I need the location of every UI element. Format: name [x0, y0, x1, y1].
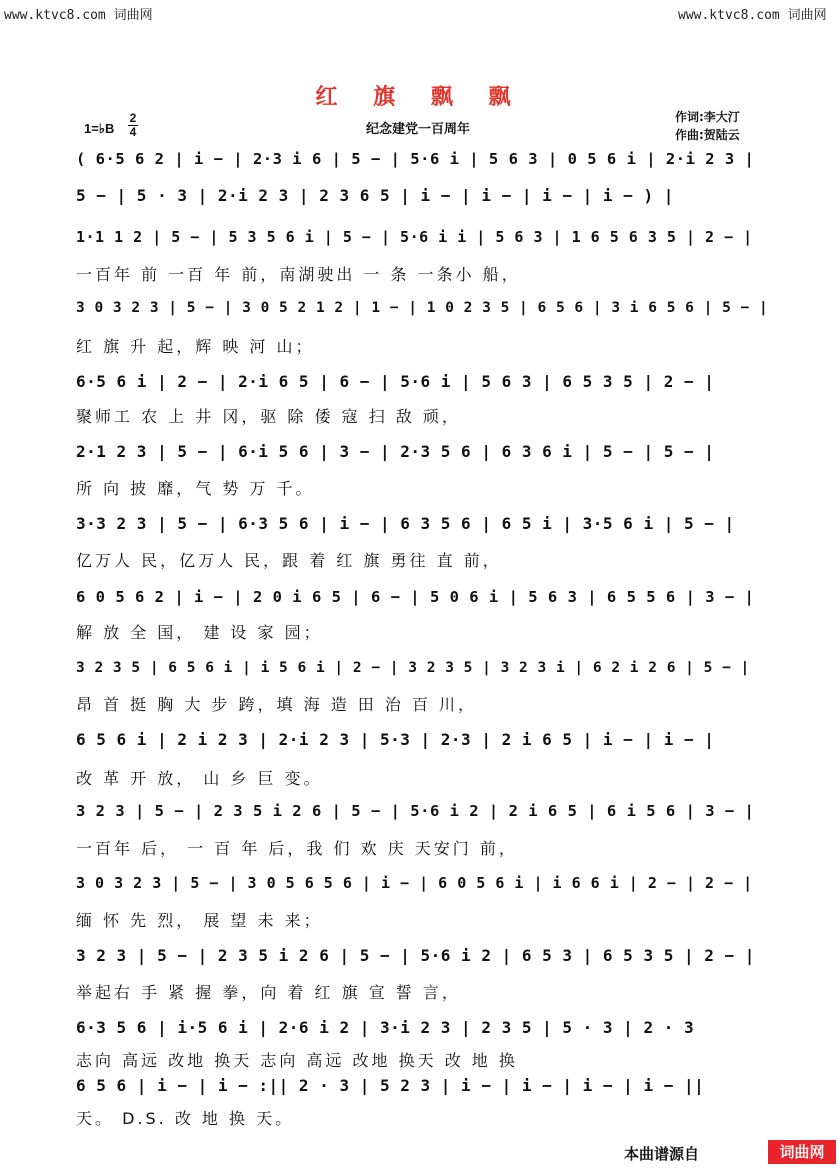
- notation-row: 3 0 3 2 3 | 5 − | 3 0 5 2 1 2 | 1 − | 1 0 2 3 5 | 6 5 6 | 3 i 6 5 6 | 5 − |: [76, 300, 769, 316]
- lyric-row: 聚师工 农 上 井 冈，驱 除 倭 寇 扫 敌 顽，: [76, 407, 461, 426]
- subtitle: 纪念建党一百周年: [366, 122, 471, 137]
- lyric-row: 天。 D.S. 改 地 换 天。: [76, 1109, 295, 1128]
- key-signature: 1=♭B: [84, 121, 115, 136]
- notation-row: 1·1 1 2 | 5 − | 5 3 5 6 i | 5 − | 5·6 i i | 5 6 3 | 1 6 5 6 3 5 | 2 − |: [76, 228, 753, 246]
- lyric-row: 缅 怀 先 烈， 展 望 未 来；: [76, 911, 323, 930]
- song-title: 红 旗 飘 飘: [315, 84, 525, 110]
- lyric-row: 举起右 手 紧 握 拳，向 着 红 旗 宣 誓 言，: [76, 983, 461, 1002]
- lyric-row: 昂 首 挺 胸 大 步 跨，填 海 造 田 治 百 川，: [76, 695, 478, 714]
- notation-row: 2·1 2 3 | 5 − | 6·i 5 6 | 3 − | 2·3 5 6 | 6 3 6 i | 5 − | 5 − |: [76, 442, 715, 461]
- lyric-row: 红 旗 升 起，辉 映 河 山；: [76, 337, 315, 356]
- time-signature: [128, 113, 138, 138]
- site-logo: 词曲网: [768, 1140, 836, 1164]
- lyric-row: 解 放 全 国， 建 设 家 园；: [76, 623, 323, 642]
- composer-credit: 作曲:贺陆云: [675, 128, 740, 142]
- notation-row: 3 2 3 | 5 − | 2 3 5 i 2 6 | 5 − | 5·6 i 2 | 6 5 3 | 6 5 3 5 | 2 − |: [76, 946, 755, 965]
- watermark-left: www.ktvc8.com 词曲网: [4, 8, 153, 23]
- meter-top: 2: [129, 111, 137, 125]
- notation-row: 5 − | 5 · 3 | 2·i 2 3 | 2 3 6 5 | i − | i − | i − | i − ) |: [76, 186, 674, 205]
- notation-row: 6·5 6 i | 2 − | 2·i 6 5 | 6 − | 5·6 i | 5 6 3 | 6 5 3 5 | 2 − |: [76, 372, 715, 391]
- notation-row: 6 0 5 6 2 | i − | 2 0 i 6 5 | 6 − | 5 0 6 i | 5 6 3 | 6 5 5 6 | 3 − |: [76, 588, 755, 606]
- notation-row: 6 5 6 i | 2 i 2 3 | 2·i 2 3 | 5·3 | 2·3 | 2 i 6 5 | i − | i − |: [76, 730, 715, 749]
- lyric-row: 所 向 披 靡，气 势 万 千。: [76, 479, 315, 498]
- notation-row: ( 6·5 6 2 | i − | 2·3 i 6 | 5 − | 5·6 i | 5 6 3 | 0 5 6 i | 2·i 2 3 |: [76, 150, 755, 168]
- meter-bottom: 4: [129, 125, 137, 139]
- lyric-row: 一百年 前 一百 年 前，南湖驶出 一 条 一条小 船，: [76, 265, 521, 284]
- lyric-row: 一百年 后， 一 百 年 后，我 们 欢 庆 天安门 前，: [76, 839, 518, 858]
- notation-row: 6·3 5 6 | i·5 6 i | 2·6 i 2 | 3·i 2 3 | 2 3 5 | 5 · 3 | 2 · 3: [76, 1018, 695, 1037]
- notation-row: 3 2 3 5 | 6 5 6 i | i 5 6 i | 2 − | 3 2 3 5 | 3 2 3 i | 6 2 i 2 6 | 5 − |: [76, 660, 750, 676]
- notation-row: 3 0 3 2 3 | 5 − | 3 0 5 6 5 6 | i − | 6 0 5 6 i | i 6 6 i | 2 − | 2 − |: [76, 874, 753, 892]
- watermark-right: www.ktvc8.com 词曲网: [678, 8, 827, 23]
- lyricist-credit: 作词:李大汀: [675, 110, 740, 124]
- notation-row: 3 2 3 | 5 − | 2 3 5 i 2 6 | 5 − | 5·6 i 2 | 2 i 6 5 | 6 i 5 6 | 3 − |: [76, 802, 755, 820]
- lyric-row: 改 革 开 放， 山 乡 巨 变。: [76, 769, 323, 788]
- source-note: 本曲谱源自: [624, 1145, 700, 1163]
- notation-row: 6 5 6 | i − | i − :|| 2 · 3 | 5 2 3 | i − | i − | i − | i − ||: [76, 1076, 705, 1095]
- lyric-row: 志向 高远 改地 换天 志向 高远 改地 换天 改 地 换: [76, 1051, 518, 1070]
- notation-row: 3·3 2 3 | 5 − | 6·3 5 6 | i − | 6 3 5 6 | 6 5 i | 3·5 6 i | 5 − |: [76, 514, 735, 533]
- lyric-row: 亿万人 民，亿万人 民，跟 着 红 旗 勇往 直 前，: [76, 551, 502, 570]
